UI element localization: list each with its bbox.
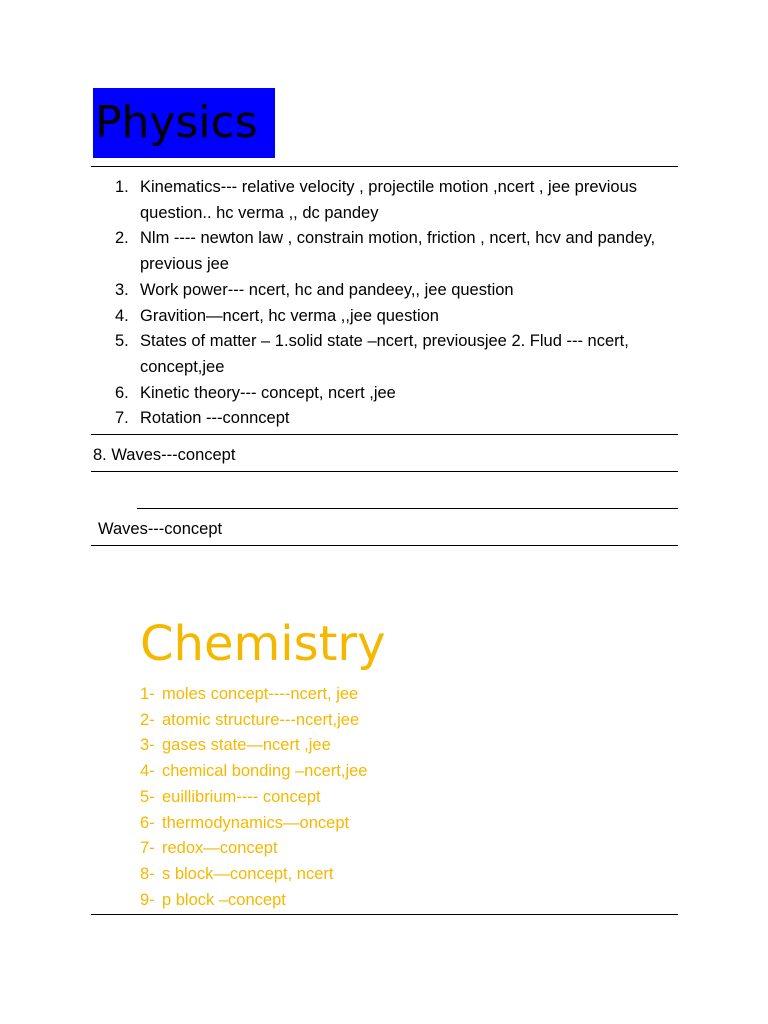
list-item [115,175,660,226]
item-number: 1- [140,685,155,703]
item-number: 5. [115,332,129,351]
item-text: Kinematics--- relative velocity , projectile motion ,ncert , jee previous question.. hc verma ,, dc pandey [140,178,638,222]
divider [137,508,678,509]
item-text: s block—concept, ncert [162,864,334,883]
item-text: atomic structure---ncert,jee [162,710,360,729]
item-number: 3- [140,736,155,755]
physics-topic-list [115,175,660,432]
list-item [140,888,660,914]
item-text: Kinetic theory--- concept, ncert ,jee [140,383,396,402]
item-text: chemical bonding –ncert,jee [162,762,368,781]
list-item [115,304,660,330]
item-number: 9- [140,890,155,909]
item-text: p block –concept [162,890,286,909]
item-number: 3. [115,280,129,299]
list-item [140,708,660,734]
chemistry-title: Chemistry [140,616,386,672]
divider [91,914,678,915]
list-item [140,836,660,862]
item-number: 4. [115,306,129,325]
item-number: 1. [115,178,129,196]
item-text: gases state—ncert ,jee [162,736,331,755]
item-text: thermodynamics—oncept [162,813,350,832]
list-item [140,862,660,888]
item-number: 7. [115,409,129,428]
list-item [140,811,660,837]
physics-title: Physics [93,88,275,158]
list-item [115,278,660,304]
list-item [140,682,660,708]
item-number: 8- [140,864,155,883]
item-number: 4- [140,762,155,781]
item-text: Work power--- ncert, hc and pandeey,, jee question [140,280,514,299]
item-number: 2- [140,710,155,729]
item-number: 6. [115,383,129,402]
item-text: Gravition—ncert, hc verma ,,jee question [140,306,439,325]
waves-line: 8. Waves---concept [93,446,236,464]
item-text: euillibrium---- concept [162,787,321,806]
item-number: 7- [140,839,155,858]
list-item [140,785,660,811]
list-item [115,329,660,380]
item-text: Nlm ---- newton law , constrain motion, friction , ncert, hcv and pandey, previous jee [140,229,656,274]
list-item [115,226,660,277]
item-text: redox—concept [162,839,278,858]
item-number: 5- [140,787,155,806]
divider [91,545,678,546]
item-number: 2. [115,229,129,248]
divider [91,166,678,167]
list-item [115,406,660,432]
list-item [115,381,660,407]
item-text: Rotation ---conncept [140,409,290,428]
waves-line: Waves---concept [98,520,223,538]
item-text: moles concept----ncert, jee [162,685,359,703]
divider [91,434,678,435]
divider [91,471,678,472]
list-item [140,759,660,785]
item-number: 6- [140,813,155,832]
item-text: States of matter – 1.solid state –ncert, previousjee 2. Flud --- ncert, concept,jee [140,332,629,376]
chemistry-topic-list [140,682,660,913]
list-item [140,733,660,759]
